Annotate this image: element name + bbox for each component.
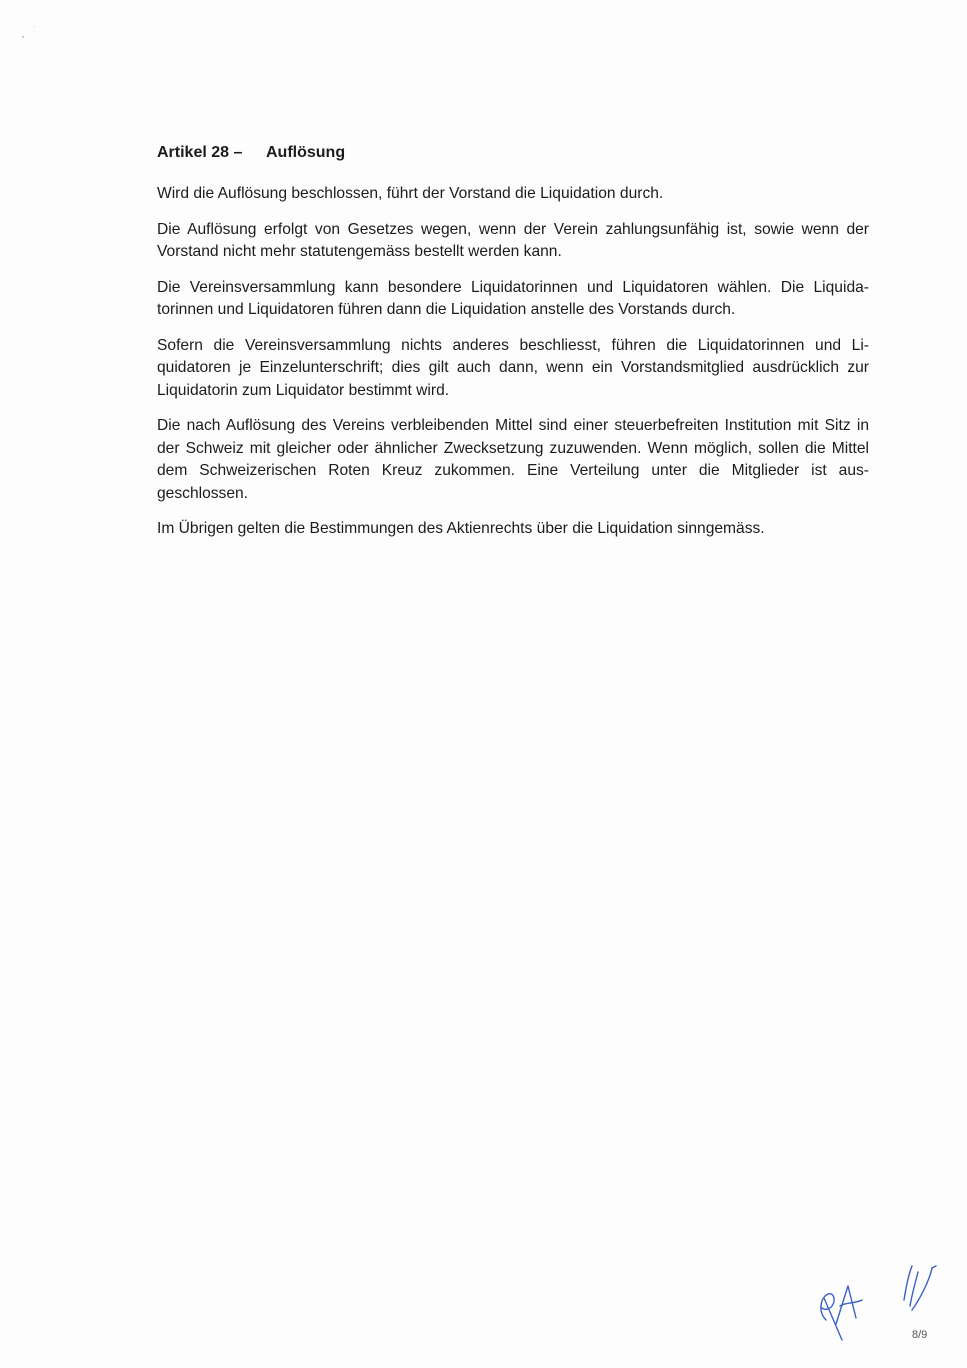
page-number: 8/9: [912, 1329, 928, 1341]
paragraph-2: Die Auflösung erfolgt von Gesetzes wegen, wenn der Verein zahlungsunfähig ist, sowie wenn der Vorstand nicht mehr statutengemäss bestellt werden kann.: [157, 220, 869, 260]
paragraph-4: Sofern die Vereinsversammlung nichts anderes beschliesst, führen die Liquidatorinnen und Liquidatoren je Einzelunterschrift; dies gilt auch dann, wenn ein Vorstandsmitglied ausdrücklich zur Liquidatorin zum Liquidator bestimmt wird.: [157, 336, 869, 399]
handwritten-initials-icon: [812, 1262, 952, 1342]
paragraph-1: Wird die Auflösung beschlossen, führt der Vorstand die Liquidation durch.: [157, 185, 664, 202]
article-heading: [157, 142, 869, 164]
article-title: Auflösung: [266, 144, 346, 161]
article-number: Artikel 28 –: [157, 144, 243, 161]
article-content: [157, 142, 869, 554]
scan-speck: [22, 36, 24, 38]
scan-speck: [34, 26, 35, 27]
paragraph-5: Die nach Auflösung des Vereins verbleibenden Mittel sind einer steuerbefreiten Institution mit Sitz in der Schweiz mit gleicher oder ähnlicher Zwecksetzung zuzuwenden. Wenn möglich, sollen die Mittel dem Schweizerischen Roten Kreuz zukommen. Eine Verteilung unter die Mitglieder ist ausgeschlossen.: [157, 417, 869, 502]
paragraph-3: Die Vereinsversammlung kann besondere Liquidatorinnen und Liquidatoren wählen. Die Liquidatorinnen und Liquidatoren führen dann die Liquidation anstelle des Vorstands durch.: [157, 278, 869, 318]
paragraph-6: Im Übrigen gelten die Bestimmungen des Aktienrechts über die Liquidation sinngemäss.: [157, 520, 765, 537]
